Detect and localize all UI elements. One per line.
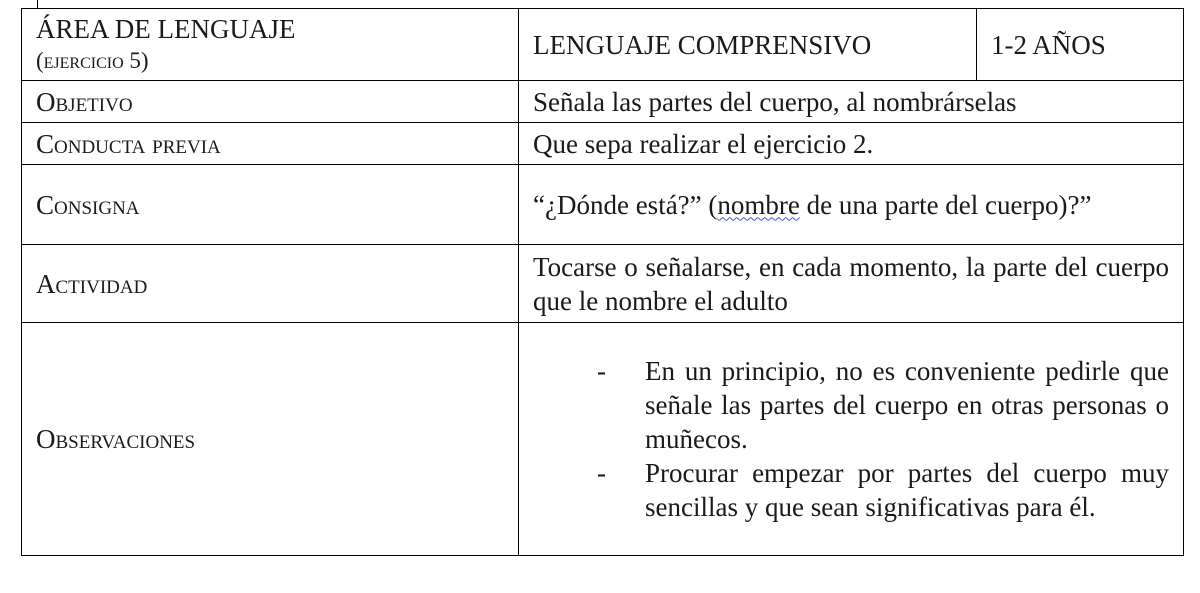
actividad-text: Tocarse o señalarse, en cada momento, la parte del cuerpo que le nombre el adulto [519,245,1184,323]
list-bullet: - [597,356,606,386]
age-range-cell: 1-2 AÑOS [977,9,1184,81]
conducta-previa-text: Que sepa realizar el ejercicio 2. [519,123,1184,165]
list-item-text: Procurar empezar por partes del cuerpo muy sencillas y que sean significativas para él. [645,458,1169,522]
consigna-row [22,165,1184,245]
actividad-label: Actividad [22,245,519,323]
header-row [22,9,1184,81]
consigna-text [519,165,1184,245]
observaciones-list [533,354,1169,524]
objetivo-text: Señala las partes del cuerpo, al nombrárselas [519,81,1184,123]
exercise-label: (ejercicio 5) [36,47,149,73]
consigna-text-before: “¿Dónde está?” ( [533,189,718,220]
exercise-sheet-table [21,8,1184,556]
consigna-text-after: de una parte del cuerpo)?” [799,189,1092,220]
list-item [533,354,1169,456]
list-item-text: En un principio, no es conveniente pedirle que señale las partes del cuerpo en otras personas o muñecos. [645,356,1169,454]
page-margin-mark [37,0,38,8]
area-title-cell [22,9,519,81]
actividad-row [22,245,1184,323]
area-title: ÁREA DE LENGUAJE [36,13,296,44]
objetivo-label: Objetivo [22,81,519,123]
conducta-previa-row [22,123,1184,165]
list-item [533,456,1169,524]
spellcheck-marked-word: nombre [717,189,800,220]
observaciones-row [22,323,1184,556]
list-bullet: - [597,458,606,488]
objetivo-row [22,81,1184,123]
consigna-label: Consigna [22,165,519,245]
observaciones-cell [519,323,1184,556]
category-cell: LENGUAJE COMPRENSIVO [519,9,977,81]
conducta-previa-label: Conducta previa [22,123,519,165]
observaciones-label: Observaciones [22,323,519,556]
